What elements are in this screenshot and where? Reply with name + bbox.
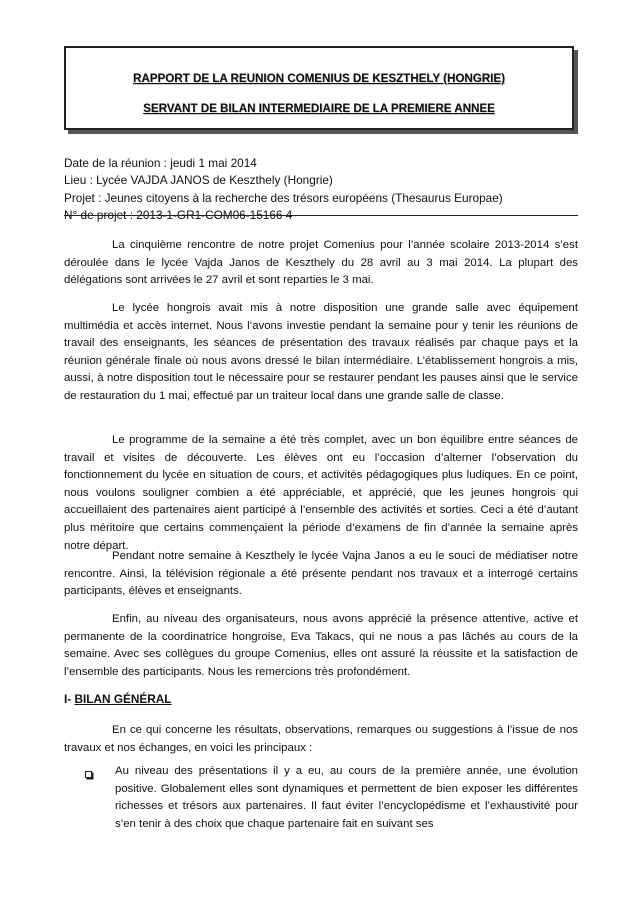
report-title: RAPPORT DE LA REUNION COMENIUS DE KESZTHELY (HONGRIE) — [133, 72, 505, 85]
project-name: Projet : Jeunes citoyens à la recherche des trésors européens (Thesaurus Europae) — [64, 190, 503, 205]
checkbox-bullet-icon — [85, 771, 92, 778]
paragraph-venue: Le lycée hongrois avait mis à notre disposition une grande salle avec équipement multimédia et accès internet. Nous l’avons investie pendant la semaine pour y tenir les réunions de travail des enseignants, les séances de présentation des travaux réalisés par chaque pays et la réunion générale finale où nous avons dressé le bilan intermédiaire. L’établissement hongrois a mis, aussi, à notre disposition tout le nécessaire pour se restaurer pendant les pauses ainsi que le service de restauration du 1 mai, effectué par un traiteur local dans une grande salle de classe. — [64, 302, 578, 402]
meeting-place: Lieu : Lycée VAJDA JANOS de Keszthely (Hongrie) — [64, 173, 333, 188]
paragraph-meeting-overview: La cinquième rencontre de notre projet Comenius pour l’année scolaire 2013-2014 s’est déroulée dans le lycée Vajda Janos de Keszthely du 28 avril au 3 mai 2014. La plupart des délégations sont arrivées le 27 avril et sont reparties le 3 mai. — [64, 239, 578, 287]
meeting-date: Date de la réunion : jeudi 1 mai 2014 — [64, 156, 257, 170]
project-number: N° de projet : 2013-1-GR1-COM06-15166 4 — [64, 208, 293, 223]
section-number: I- — [64, 692, 72, 706]
title-box — [64, 46, 574, 130]
section-intro: En ce qui concerne les résultats, observations, remarques ou suggestions à l’issue de nos travaux et nos échanges, en voici les principaux : — [64, 724, 578, 754]
paragraph-programme: Le programme de la semaine a été très complet, avec un bon équilibre entre séances de travail et visites de découverte. Les élèves ont eu l’occasion d’alterner l’observation du fonctionnement du lycée en situation de cours, et activités pédagogiques plus ludiques. En ce point, nous voulons souligner combien a été appréciable, et apprécié, que les jeunes hongrois qui accueillaient des partenaires aient participé à l’ensemble des activités et sorties. Ceci a été d’autant plus méritoire que certains commençaient la période d’examens de fin d’année la semaine après notre départ. — [64, 434, 578, 552]
section-heading — [64, 691, 172, 709]
paragraph-thanks: Enfin, au niveau des organisateurs, nous avons apprécié la présence attentive, active et permanente de la coordinatrice hongroise, Eva Takacs, qui ne nous a pas lâchés au cours de la semaine. Avec ses collègues du groupe Comenius, elles ont assuré la réussite et la satisfaction de l’ensemble des participants. Nous les remercions très profondément. — [64, 613, 578, 678]
bullet-item-presentations: Au niveau des présentations il y a eu, au cours de la première année, une évolution positive. Globalement elles sont dynamiques et permettent de bien exposer les différentes richesses et trésors aux partenaires. Il faut éviter l’encyclopédisme et l’exhaustivité pour s’en tenir à des choix que chaque partenaire fait en suivant ses — [115, 765, 578, 830]
paragraph-media: Pendant notre semaine à Keszthely le lycée Vajna Janos a eu le souci de médiatiser notre rencontre. Ainsi, la télévision régionale a été présente pendant nos travaux et a interrogé certains participants, élèves et enseignants. — [64, 550, 578, 598]
section-title: BILAN GÉNÉRAL — [74, 692, 172, 706]
header-divider — [64, 215, 578, 216]
report-subtitle: SERVANT DE BILAN INTERMEDIAIRE DE LA PREMIERE ANNEE — [143, 102, 495, 115]
